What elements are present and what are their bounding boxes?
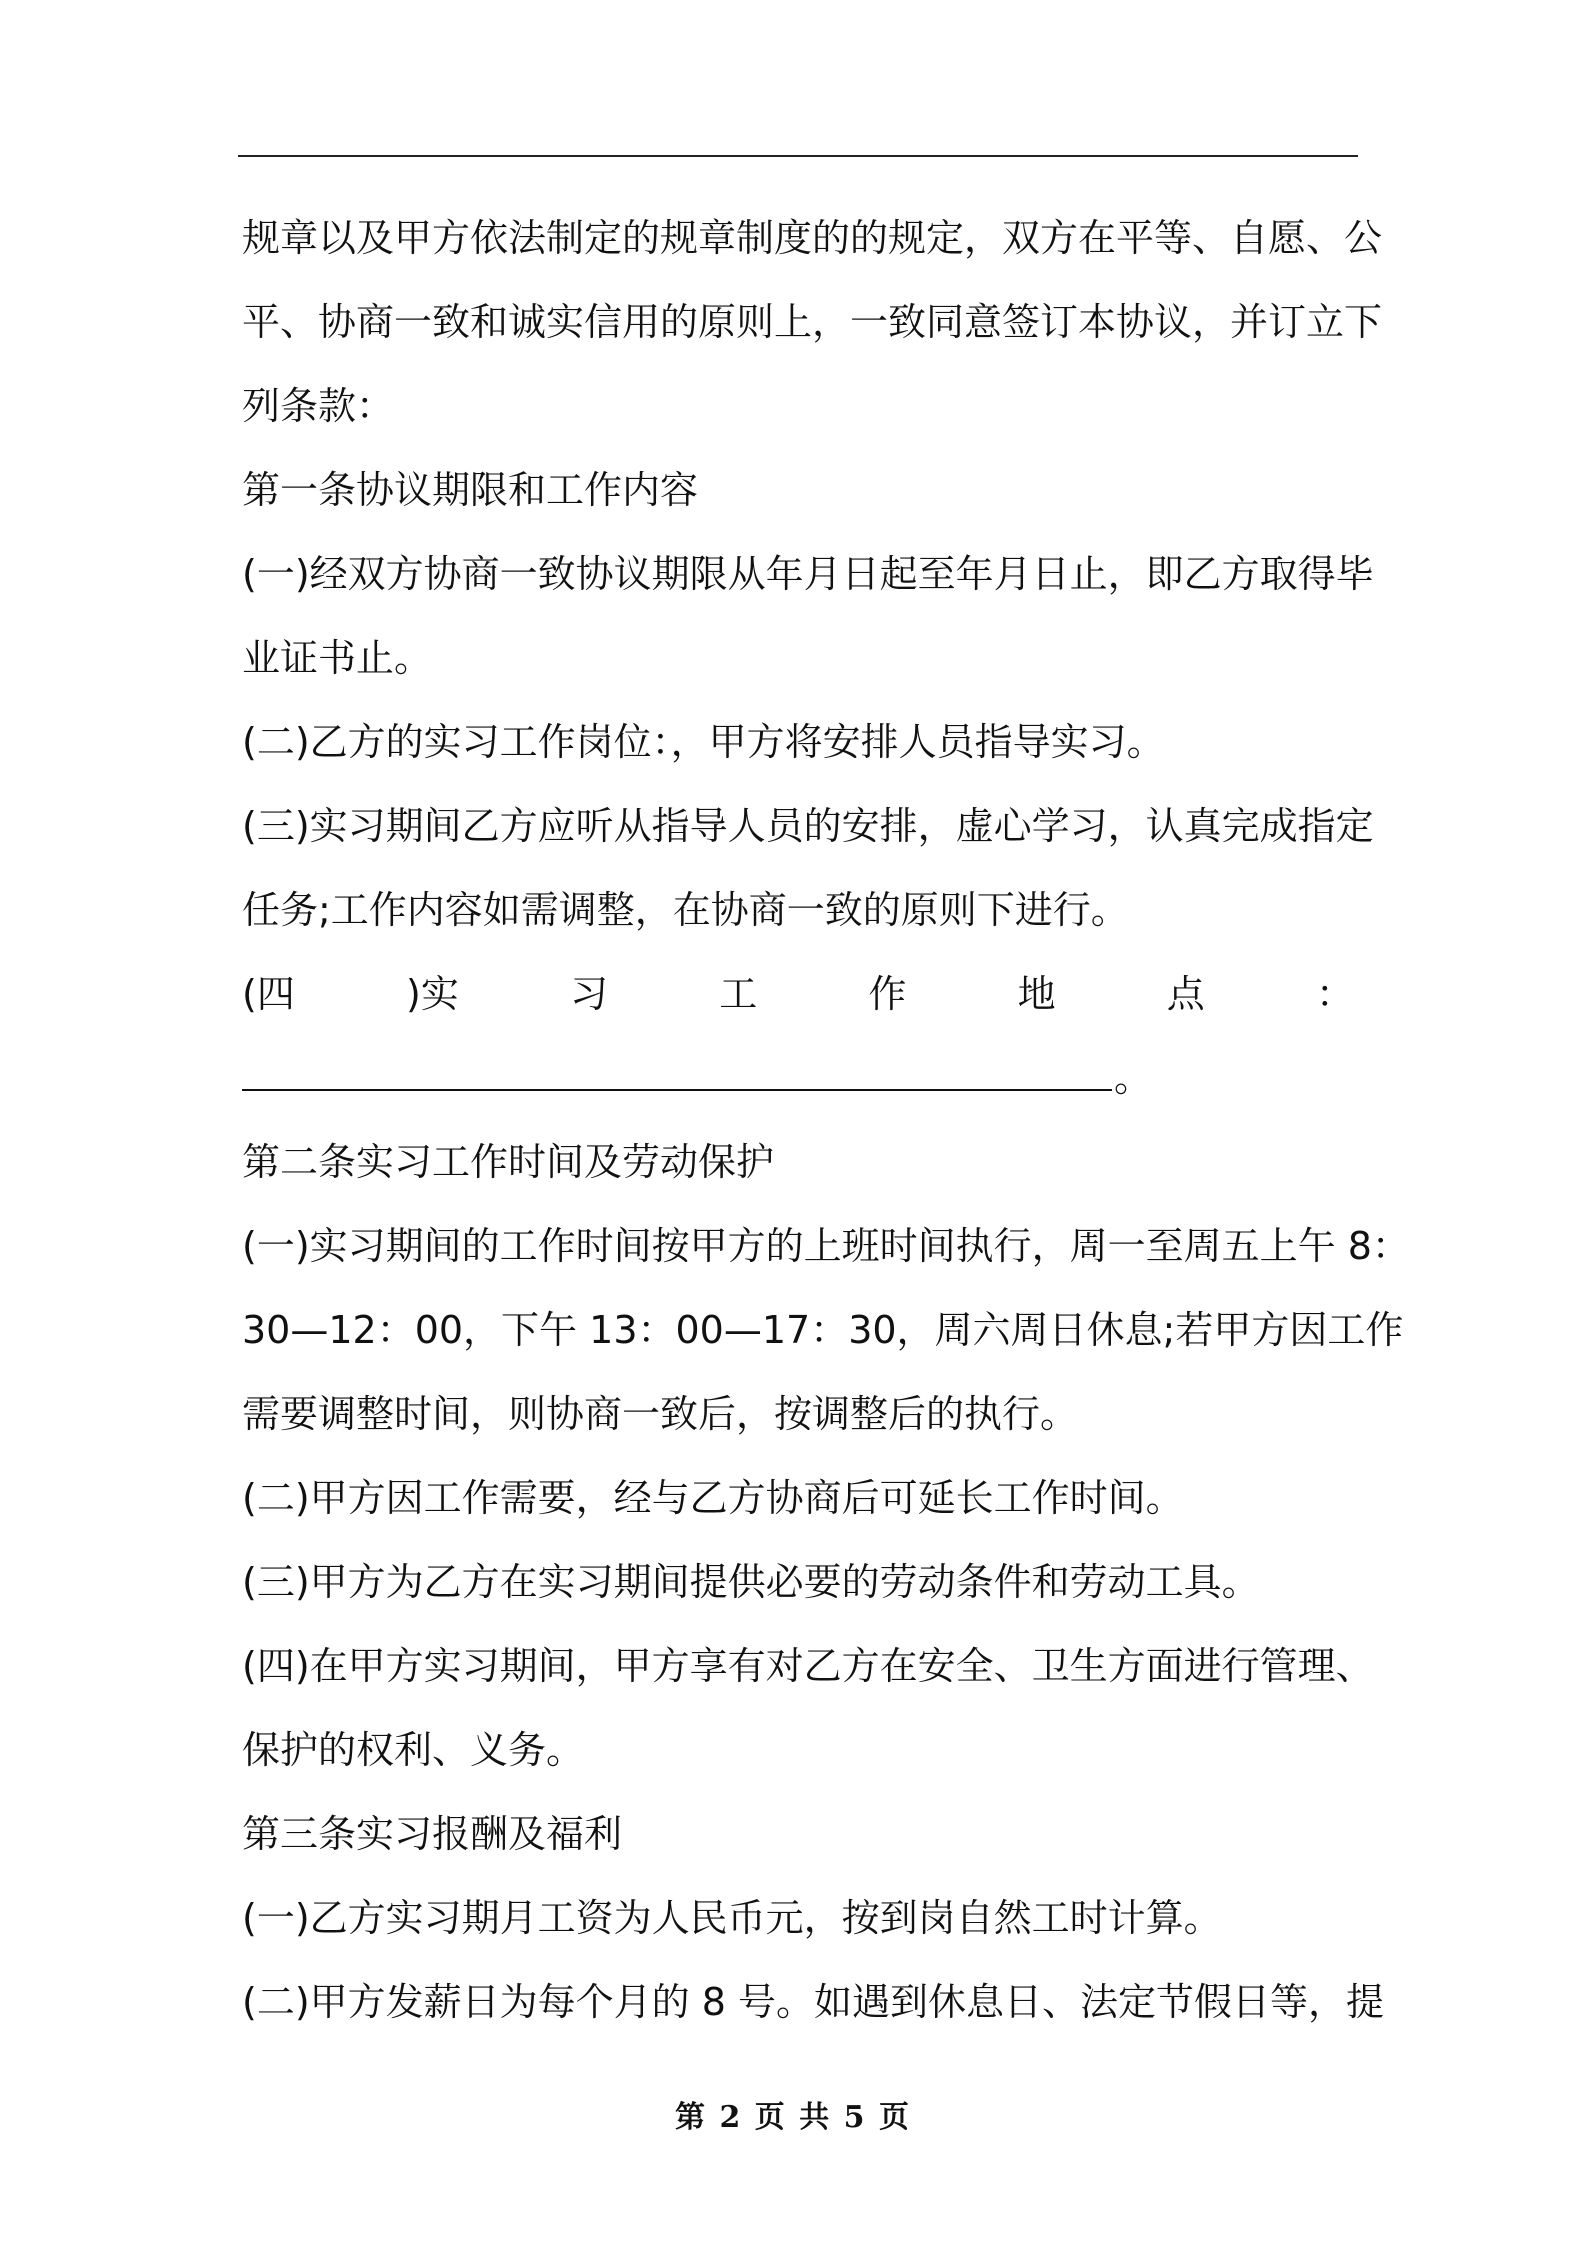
section-heading: 第二条实习工作时间及劳动保护 [242, 1140, 775, 1184]
text-line: (一)实习期间的工作时间按甲方的上班时间执行，周一至周五上午 8： [242, 1224, 1410, 1268]
fill-in-blank [242, 1039, 1112, 1091]
section-heading: 第三条实习报酬及福利 [242, 1812, 623, 1856]
text-line: 业证书止。 [242, 636, 433, 680]
text-line: (三)甲方为乙方在实习期间提供必要的劳动条件和劳动工具。 [242, 1560, 1260, 1604]
text-line: 规章以及甲方依法制定的规章制度的的规定，双方在平等、自愿、公 [242, 216, 1383, 260]
location-token: 习 [570, 972, 609, 1016]
work-location-line [242, 952, 1354, 1036]
text-line: 保护的权利、义务。 [242, 1728, 585, 1772]
page-number: 第 2 页 共 5 页 [675, 2100, 911, 2135]
text-line: 30—12：00，下午 13：00—17：30，周六周日休息;若甲方因工作 [242, 1308, 1404, 1352]
document-body [242, 196, 1410, 2044]
text-line: (四)在甲方实习期间，甲方享有对乙方在安全、卫生方面进行管理、 [242, 1644, 1374, 1688]
blank-end-mark: 。 [1114, 1056, 1153, 1100]
text-line: (二)甲方因工作需要，经与乙方协商后可延长工作时间。 [242, 1476, 1184, 1520]
text-line: (一)经双方协商一致协议期限从年月日起至年月日止，即乙方取得毕 [242, 552, 1374, 596]
location-token: 工 [719, 972, 758, 1016]
location-token: 点 [1166, 972, 1205, 1016]
location-token: (四 [242, 972, 295, 1016]
location-token: )实 [406, 972, 459, 1016]
text-line: (三)实习期间乙方应听从指导人员的安排，虚心学习，认真完成指定 [242, 804, 1374, 848]
work-location-blank [242, 1036, 1354, 1120]
location-token: 作 [868, 972, 907, 1016]
text-line: 平、协商一致和诚实信用的原则上，一致同意签订本协议，并订立下 [242, 300, 1383, 344]
text-line: 列条款： [242, 384, 395, 428]
text-line: (一)乙方实习期月工资为人民币元，按到岗自然工时计算。 [242, 1896, 1222, 1940]
text-line: 任务;工作内容如需调整，在协商一致的原则下进行。 [242, 888, 1129, 932]
text-line: 需要调整时间，则协商一致后，按调整后的执行。 [242, 1392, 1079, 1436]
location-token: ： [1315, 972, 1354, 1016]
header-rule [238, 155, 1358, 157]
location-token: 地 [1017, 972, 1056, 1016]
section-heading: 第一条协议期限和工作内容 [242, 468, 699, 512]
text-line: (二)甲方发薪日为每个月的 8 号。如遇到休息日、法定节假日等，提 [242, 1980, 1384, 2024]
text-line: (二)乙方的实习工作岗位：，甲方将安排人员指导实习。 [242, 720, 1165, 764]
